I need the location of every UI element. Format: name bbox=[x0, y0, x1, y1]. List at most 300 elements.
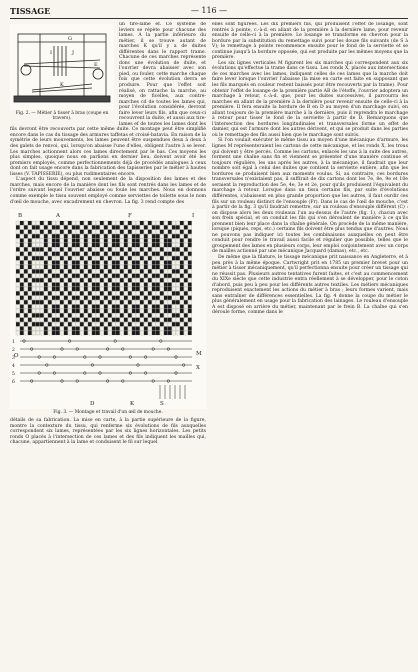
section-title: TISSAGE bbox=[10, 6, 51, 16]
weave-cell bbox=[176, 331, 180, 335]
weave-cell bbox=[188, 283, 192, 287]
weave-cell bbox=[128, 256, 132, 260]
weave-cell bbox=[160, 239, 164, 243]
weave-cell bbox=[180, 261, 184, 265]
weave-cell bbox=[100, 313, 104, 317]
weave-cell bbox=[152, 269, 156, 273]
weave-cell bbox=[36, 278, 40, 282]
weave-cell bbox=[100, 296, 104, 300]
weave-cell bbox=[44, 243, 48, 247]
harness-lines bbox=[12, 339, 192, 399]
weave-cell bbox=[16, 331, 20, 335]
weave-cell bbox=[168, 234, 172, 238]
weave-cell bbox=[92, 313, 96, 317]
weave-cell bbox=[36, 221, 40, 225]
fig3-label-d: D bbox=[90, 401, 95, 408]
weave-cell bbox=[184, 265, 188, 269]
weave-cell bbox=[160, 283, 164, 287]
weave-cell bbox=[160, 296, 164, 300]
figure-2 bbox=[10, 24, 114, 121]
weave-cell bbox=[100, 309, 104, 313]
fig3-label-o: O bbox=[14, 353, 19, 360]
weave-cell bbox=[64, 318, 68, 322]
weave-cell bbox=[128, 252, 132, 256]
weave-cell bbox=[132, 230, 136, 234]
weave-cell bbox=[72, 322, 76, 326]
weave-cell bbox=[64, 243, 68, 247]
weave-cell bbox=[92, 256, 96, 260]
weave-cell bbox=[136, 239, 140, 243]
weave-cell bbox=[52, 230, 56, 234]
weave-cell bbox=[148, 327, 152, 331]
weave-cell bbox=[152, 331, 156, 335]
weave-cell bbox=[120, 296, 124, 300]
weave-cell bbox=[132, 269, 136, 273]
weave-cell bbox=[104, 274, 108, 278]
weave-cell bbox=[172, 230, 176, 234]
weave-cell bbox=[96, 247, 100, 251]
weave-cell bbox=[96, 221, 100, 225]
weave-cell bbox=[28, 322, 32, 326]
weave-cell bbox=[172, 327, 176, 331]
weave-cell bbox=[68, 322, 72, 326]
weave-cell bbox=[172, 269, 176, 273]
weave-cell bbox=[112, 256, 116, 260]
weave-cell bbox=[24, 230, 28, 234]
weave-cell bbox=[24, 322, 28, 326]
weave-cell bbox=[72, 225, 76, 229]
weave-cell bbox=[176, 243, 180, 247]
weave-cell bbox=[48, 305, 52, 309]
weave-cell bbox=[36, 243, 40, 247]
weave-cell bbox=[100, 327, 104, 331]
weave-cell bbox=[156, 265, 160, 269]
weave-cell bbox=[136, 300, 140, 304]
weave-cell bbox=[92, 318, 96, 322]
weave-cell bbox=[64, 278, 68, 282]
weave-cell bbox=[124, 305, 128, 309]
weave-cell bbox=[148, 225, 152, 229]
weave-cell bbox=[112, 287, 116, 291]
weave-cell bbox=[32, 225, 36, 229]
weave-pattern-grid bbox=[16, 221, 192, 335]
weave-cell bbox=[44, 269, 48, 273]
weave-cell bbox=[144, 278, 148, 282]
weave-cell bbox=[76, 230, 80, 234]
weave-cell bbox=[184, 278, 188, 282]
weave-cell bbox=[172, 278, 176, 282]
weave-cell bbox=[28, 230, 32, 234]
weave-cell bbox=[124, 318, 128, 322]
weave-cell bbox=[60, 283, 64, 287]
weave-cell bbox=[60, 247, 64, 251]
weave-cell bbox=[160, 327, 164, 331]
weave-cell bbox=[132, 234, 136, 238]
weave-cell bbox=[120, 318, 124, 322]
weave-cell bbox=[20, 327, 24, 331]
weave-cell bbox=[156, 239, 160, 243]
weave-cell bbox=[108, 274, 112, 278]
weave-cell bbox=[56, 300, 60, 304]
weave-cell bbox=[40, 331, 44, 335]
weave-cell bbox=[104, 331, 108, 335]
weave-cell bbox=[136, 256, 140, 260]
weave-cell bbox=[88, 261, 92, 265]
weave-cell bbox=[132, 327, 136, 331]
weave-cell bbox=[164, 274, 168, 278]
weave-cell bbox=[84, 313, 88, 317]
weave-cell bbox=[36, 291, 40, 295]
weave-cell bbox=[20, 234, 24, 238]
weave-cell bbox=[116, 247, 120, 251]
weave-cell bbox=[136, 296, 140, 300]
weave-cell bbox=[28, 243, 32, 247]
weave-cell bbox=[20, 322, 24, 326]
weave-cell bbox=[140, 265, 144, 269]
weave-cell bbox=[144, 305, 148, 309]
weave-cell bbox=[188, 243, 192, 247]
weave-cell bbox=[164, 283, 168, 287]
weave-cell bbox=[180, 274, 184, 278]
weave-cell bbox=[60, 221, 64, 225]
weave-cell bbox=[80, 305, 84, 309]
weave-cell bbox=[32, 287, 36, 291]
weave-cell bbox=[188, 322, 192, 326]
weave-cell bbox=[100, 283, 104, 287]
weave-cell bbox=[164, 296, 168, 300]
weave-cell bbox=[176, 327, 180, 331]
weave-cell bbox=[76, 309, 80, 313]
weave-cell bbox=[80, 265, 84, 269]
weave-cell bbox=[188, 278, 192, 282]
weave-cell bbox=[104, 225, 108, 229]
weave-cell bbox=[116, 243, 120, 247]
weave-cell bbox=[32, 327, 36, 331]
weave-cell bbox=[116, 309, 120, 313]
weave-cell bbox=[136, 221, 140, 225]
weave-cell bbox=[56, 322, 60, 326]
weave-cell bbox=[36, 230, 40, 234]
weave-cell bbox=[184, 296, 188, 300]
weave-cell bbox=[100, 291, 104, 295]
weave-cell bbox=[84, 322, 88, 326]
weave-cell bbox=[132, 283, 136, 287]
weave-cell bbox=[68, 256, 72, 260]
weave-cell bbox=[188, 300, 192, 304]
weave-cell bbox=[144, 322, 148, 326]
weave-cell bbox=[64, 247, 68, 251]
weave-cell bbox=[92, 247, 96, 251]
weave-cell bbox=[112, 239, 116, 243]
weave-cell bbox=[160, 305, 164, 309]
weave-cell bbox=[40, 256, 44, 260]
weave-cell bbox=[120, 225, 124, 229]
weave-cell bbox=[188, 327, 192, 331]
weave-cell bbox=[48, 256, 52, 260]
weave-cell bbox=[156, 322, 160, 326]
weave-cell bbox=[36, 322, 40, 326]
weave-cell bbox=[176, 265, 180, 269]
weave-cell bbox=[120, 269, 124, 273]
weave-cell bbox=[96, 318, 100, 322]
weave-cell bbox=[56, 265, 60, 269]
weave-cell bbox=[132, 274, 136, 278]
weave-cell bbox=[100, 269, 104, 273]
weave-cell bbox=[144, 269, 148, 273]
weave-cell bbox=[40, 243, 44, 247]
weave-cell bbox=[124, 291, 128, 295]
weave-cell bbox=[148, 269, 152, 273]
weave-cell bbox=[44, 230, 48, 234]
weave-cell bbox=[160, 234, 164, 238]
weave-cell bbox=[40, 269, 44, 273]
weave-cell bbox=[188, 313, 192, 317]
weave-cell bbox=[144, 234, 148, 238]
weave-cell bbox=[88, 239, 92, 243]
weave-cell bbox=[56, 230, 60, 234]
weave-cell bbox=[88, 318, 92, 322]
weave-cell bbox=[40, 252, 44, 256]
weave-cell bbox=[120, 221, 124, 225]
weave-cell bbox=[76, 269, 80, 273]
weave-cell bbox=[20, 252, 24, 256]
weave-cell bbox=[68, 261, 72, 265]
weave-cell bbox=[44, 331, 48, 335]
weave-cell bbox=[124, 243, 128, 247]
weave-cell bbox=[96, 265, 100, 269]
weave-cell bbox=[28, 234, 32, 238]
weave-cell bbox=[144, 274, 148, 278]
weave-cell bbox=[16, 300, 20, 304]
weave-cell bbox=[28, 287, 32, 291]
weave-cell bbox=[24, 287, 28, 291]
weave-cell bbox=[184, 269, 188, 273]
weave-cell bbox=[120, 300, 124, 304]
weave-cell bbox=[168, 309, 172, 313]
fig3-label-x: X bbox=[196, 365, 200, 372]
weave-cell bbox=[84, 291, 88, 295]
weave-cell bbox=[24, 252, 28, 256]
weave-cell bbox=[16, 296, 20, 300]
weave-cell bbox=[144, 313, 148, 317]
weave-cell bbox=[104, 291, 108, 295]
weave-cell bbox=[128, 291, 132, 295]
weave-cell bbox=[164, 239, 168, 243]
weave-cell bbox=[48, 261, 52, 265]
weave-cell bbox=[64, 327, 68, 331]
weave-cell bbox=[24, 283, 28, 287]
weave-cell bbox=[28, 313, 32, 317]
weave-cell bbox=[100, 230, 104, 234]
weave-cell bbox=[52, 287, 56, 291]
weave-cell bbox=[128, 300, 132, 304]
weave-cell bbox=[172, 234, 176, 238]
weave-cell bbox=[112, 322, 116, 326]
weave-cell bbox=[72, 296, 76, 300]
weave-cell bbox=[52, 305, 56, 309]
weave-cell bbox=[164, 291, 168, 295]
weave-cell bbox=[80, 221, 84, 225]
weave-cell bbox=[32, 239, 36, 243]
weave-cell bbox=[36, 225, 40, 229]
weave-cell bbox=[140, 256, 144, 260]
weave-cell bbox=[32, 269, 36, 273]
weave-cell bbox=[24, 234, 28, 238]
weave-cell bbox=[108, 331, 112, 335]
weave-cell bbox=[52, 313, 56, 317]
weave-cell bbox=[60, 265, 64, 269]
weave-cell bbox=[48, 287, 52, 291]
weave-cell bbox=[32, 291, 36, 295]
weave-cell bbox=[92, 265, 96, 269]
weave-cell bbox=[148, 243, 152, 247]
weave-cell bbox=[36, 256, 40, 260]
weave-cell bbox=[148, 261, 152, 265]
weave-cell bbox=[168, 300, 172, 304]
weave-cell bbox=[140, 243, 144, 247]
weave-cell bbox=[68, 252, 72, 256]
weave-cell bbox=[156, 243, 160, 247]
weave-cell bbox=[68, 305, 72, 309]
weave-cell bbox=[20, 283, 24, 287]
weave-cell bbox=[36, 265, 40, 269]
weave-cell bbox=[20, 300, 24, 304]
weave-cell bbox=[148, 300, 152, 304]
weave-cell bbox=[140, 278, 144, 282]
weave-cell bbox=[92, 261, 96, 265]
weave-cell bbox=[20, 261, 24, 265]
weave-cell bbox=[152, 225, 156, 229]
weave-cell bbox=[144, 256, 148, 260]
weave-cell bbox=[44, 283, 48, 287]
weave-cell bbox=[36, 313, 40, 317]
weave-cell bbox=[172, 305, 176, 309]
weave-cell bbox=[168, 296, 172, 300]
weave-cell bbox=[84, 252, 88, 256]
weave-cell bbox=[52, 221, 56, 225]
weave-cell bbox=[188, 269, 192, 273]
weave-cell bbox=[96, 322, 100, 326]
weave-cell bbox=[80, 287, 84, 291]
weave-cell bbox=[184, 291, 188, 295]
weave-cell bbox=[52, 247, 56, 251]
weave-cell bbox=[152, 296, 156, 300]
weave-cell bbox=[24, 256, 28, 260]
weave-cell bbox=[84, 300, 88, 304]
weave-cell bbox=[52, 318, 56, 322]
weave-cell bbox=[52, 265, 56, 269]
weave-cell bbox=[84, 274, 88, 278]
weave-cell bbox=[44, 234, 48, 238]
weave-cell bbox=[168, 274, 172, 278]
weave-cell bbox=[184, 331, 188, 335]
weave-cell bbox=[24, 278, 28, 282]
weave-cell bbox=[100, 278, 104, 282]
weave-cell bbox=[64, 261, 68, 265]
weave-cell bbox=[20, 278, 24, 282]
weave-cell bbox=[104, 230, 108, 234]
weave-cell bbox=[180, 305, 184, 309]
weave-cell bbox=[180, 256, 184, 260]
weave-cell bbox=[80, 283, 84, 287]
weave-cell bbox=[76, 221, 80, 225]
weave-cell bbox=[32, 243, 36, 247]
weave-cell bbox=[120, 291, 124, 295]
weave-cell bbox=[92, 283, 96, 287]
weave-cell bbox=[136, 247, 140, 251]
weave-cell bbox=[124, 327, 128, 331]
weave-cell bbox=[64, 265, 68, 269]
weave-cell bbox=[180, 287, 184, 291]
weave-cell bbox=[32, 331, 36, 335]
weave-cell bbox=[176, 252, 180, 256]
weave-cell bbox=[88, 256, 92, 260]
weave-cell bbox=[168, 265, 172, 269]
weave-cell bbox=[108, 278, 112, 282]
weave-cell bbox=[172, 300, 176, 304]
weave-cell bbox=[44, 261, 48, 265]
weave-cell bbox=[172, 318, 176, 322]
weave-cell bbox=[52, 261, 56, 265]
weave-cell bbox=[48, 252, 52, 256]
weave-cell bbox=[144, 221, 148, 225]
weave-cell bbox=[72, 309, 76, 313]
weave-cell bbox=[164, 309, 168, 313]
weave-cell bbox=[164, 252, 168, 256]
weave-cell bbox=[28, 269, 32, 273]
weave-cell bbox=[88, 243, 92, 247]
weave-cell bbox=[40, 296, 44, 300]
weave-cell bbox=[16, 269, 20, 273]
weave-cell bbox=[120, 274, 124, 278]
weave-cell bbox=[88, 309, 92, 313]
weave-cell bbox=[120, 265, 124, 269]
weave-cell bbox=[40, 234, 44, 238]
weave-cell bbox=[88, 331, 92, 335]
weave-cell bbox=[80, 309, 84, 313]
weave-cell bbox=[160, 322, 164, 326]
weave-cell bbox=[132, 305, 136, 309]
weave-cell bbox=[116, 234, 120, 238]
weave-cell bbox=[140, 283, 144, 287]
weave-cell bbox=[56, 291, 60, 295]
weave-cell bbox=[168, 225, 172, 229]
weave-cell bbox=[76, 278, 80, 282]
weave-cell bbox=[104, 327, 108, 331]
page-number: — 116 — bbox=[190, 6, 228, 15]
weave-cell bbox=[36, 287, 40, 291]
weave-cell bbox=[80, 331, 84, 335]
weave-cell bbox=[52, 309, 56, 313]
weave-cell bbox=[164, 261, 168, 265]
weave-cell bbox=[32, 278, 36, 282]
weave-cell bbox=[92, 278, 96, 282]
weave-cell bbox=[172, 313, 176, 317]
weave-cell bbox=[84, 283, 88, 287]
weave-cell bbox=[16, 239, 20, 243]
weave-cell bbox=[56, 283, 60, 287]
weave-cell bbox=[140, 318, 144, 322]
weave-cell bbox=[112, 247, 116, 251]
weave-cell bbox=[132, 261, 136, 265]
weave-cell bbox=[180, 296, 184, 300]
weave-cell bbox=[24, 269, 28, 273]
weave-cell bbox=[88, 287, 92, 291]
harness-number: 5 bbox=[12, 371, 15, 377]
weave-cell bbox=[64, 305, 68, 309]
weave-cell bbox=[64, 313, 68, 317]
weave-cell bbox=[104, 239, 108, 243]
